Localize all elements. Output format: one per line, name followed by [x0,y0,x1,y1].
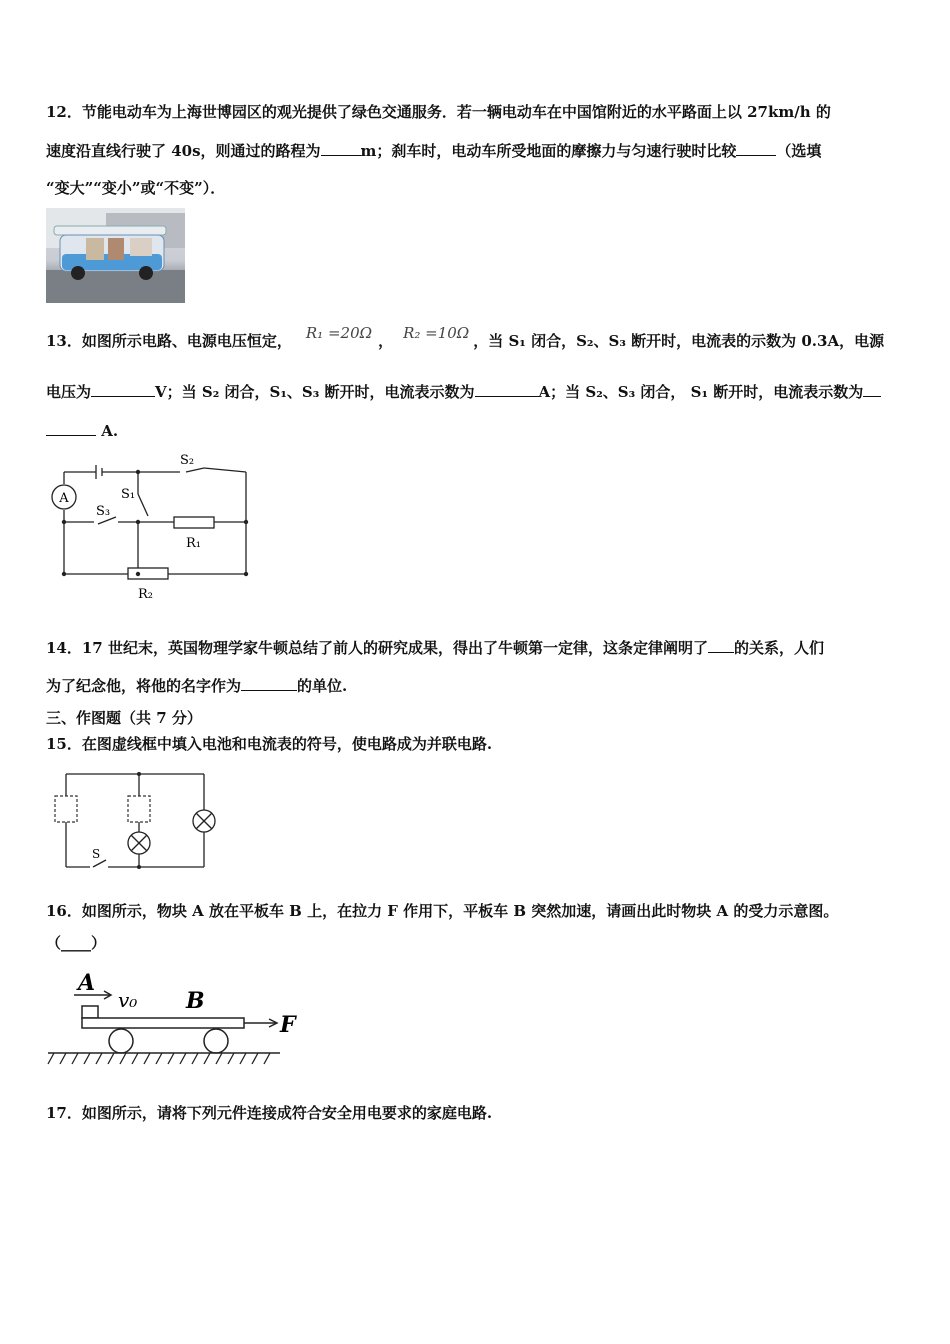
resistor-r2 [128,568,168,579]
answer-blank[interactable] [863,381,881,397]
q13-circuit-diagram [40,448,260,608]
ground-hatching [48,1053,270,1064]
r2-value: R₂ =10Ω [403,324,470,342]
section-heading: 三、作图题（共 7 分） [46,709,202,727]
resistor-r1 [174,517,214,528]
q13-line2-part3: A；当 S₂、S₃ 闭合， S₁ 断开时，电流表示数为 [538,383,864,401]
q12-line2 [46,140,821,161]
r1-value: R₁ =20Ω [305,324,373,342]
lamp-middle [128,832,150,854]
answer-blank[interactable] [736,140,776,156]
q13-line2-part1: 电压为 [46,383,92,401]
answer-blank[interactable] [241,675,297,691]
answer-blank[interactable] [475,381,539,397]
q13-line1 [46,324,885,351]
force-f-label: F [280,1012,296,1038]
cart-platform [82,1018,244,1028]
s3-label: S₃ [96,504,111,519]
answer-blank[interactable] [708,637,734,653]
q14-line2 [46,675,347,696]
q14-line1-part2: 的关系，人们 [733,639,824,657]
s2-label: S₂ [180,453,195,468]
r1-label: R₁ [186,536,201,551]
r2-label: R₂ [138,587,153,602]
q13-line2-part2: V；当 S₂ 闭合，S₁、S₃ 断开时，电流表示数为 [155,383,475,401]
q13-line3-unit: A. [101,422,119,440]
q12-line2-part2: m；刹车时，电动车所受地面的摩擦力与匀速行驶时比较 [360,142,737,160]
answer-blank[interactable] [91,381,155,397]
q17-text: 17．如图所示，请将下列元件连接成符合安全用电要求的家庭电路. [46,1104,493,1122]
wheel-right [204,1029,228,1053]
block-a [82,1006,98,1018]
dashed-box-left [55,796,77,822]
q14-line2-part1: 为了纪念他，将他的名字作为 [46,677,242,695]
v0-label: v₀ [118,988,138,1012]
ammeter-label: A [59,491,69,506]
comma: ， [378,332,394,350]
q13-line3 [46,420,118,441]
q16-line2: （____） [46,934,107,952]
q12-line1: 12．节能电动车为上海世博园区的观光提供了绿色交通服务．若一辆电动车在中国馆附近的水平路面上以 27km/h 的 [46,103,831,121]
q12-line2-part1: 速度沿直线行驶了 40s，则通过的路程为 [46,142,321,160]
q13-line1-part2: ，当 S₁ 闭合，S₂、S₃ 断开时，电流表的示数为 0.3A，电源 [473,332,885,350]
lamp-right [193,810,215,832]
q12-line3: “变大”“变小”或“不变”）． [46,179,226,197]
q16-cart-diagram [44,962,314,1072]
q15-text: 15．在图虚线框中填入电池和电流表的符号，使电路成为并联电路. [46,735,493,753]
answer-blank[interactable] [321,140,361,156]
q12-line2-part3: （选填 [776,142,822,160]
answer-blank[interactable] [46,420,96,436]
q13-line1-part1: 13．如图所示电路、电源电压恒定， [46,332,292,350]
switch-label: S [92,847,101,861]
q13-line2 [46,381,881,402]
cart-b-label: B [186,988,205,1014]
wheel-left [109,1029,133,1053]
dashed-box-middle [128,796,150,822]
block-a-label: A [78,970,96,996]
q14-line1 [46,637,824,658]
q14-line2-part2: 的单位. [297,677,348,695]
electric-car-photo [46,208,185,303]
s1-label: S₁ [121,487,136,502]
q14-line1-part1: 14．17 世纪末，英国物理学家牛顿总结了前人的研究成果，得出了牛顿第一定律，这条定律阐明了 [46,639,708,657]
q16-line1: 16．如图所示，物块 A 放在平板车 B 上，在拉力 F 作用下，平板车 B 突然加速，请画出此时物块 A 的受力示意图。 [46,902,839,920]
q15-circuit-diagram [48,768,228,878]
